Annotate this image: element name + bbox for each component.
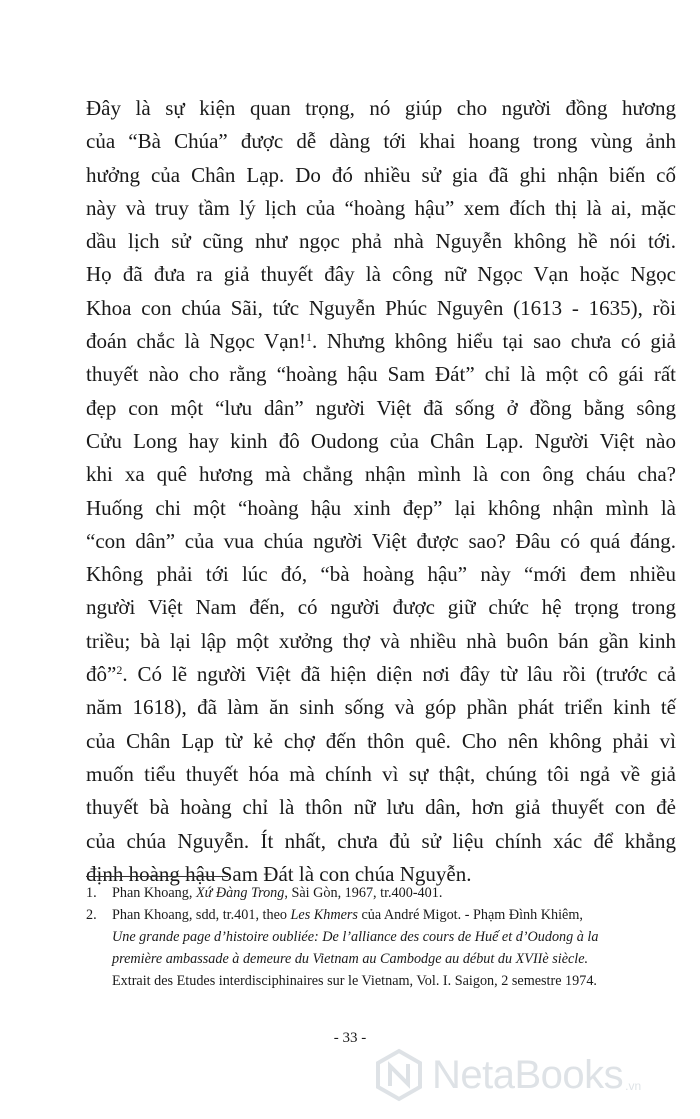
text-line: khi xa quê hương mà chẳng nhận mình là con ông cháu cha?	[86, 462, 676, 487]
text-line: Đây là sự kiện quan trọng, nó giúp cho người đồng hương	[86, 96, 676, 120]
footnote-1	[86, 882, 678, 904]
footnote-ref-1: 1	[306, 330, 313, 345]
text-line: này và truy tầm lý lịch của “hoàng hậu” xem đích thị là ai, mặc	[86, 195, 676, 220]
footnote-segment: , Sài Gòn, 1967, tr.400-401.	[284, 885, 443, 901]
text-line: triều; bà lại lập một xưởng thợ và nhiều nhà buôn bán gần kinh	[86, 628, 676, 653]
text-line: người Việt Nam đến, có người được giữ chức hệ trọng trong	[86, 595, 676, 620]
footnote-line: première ambassade à demeure du Vietnam au Cambodge au début du XVIIè siècle.	[112, 951, 589, 967]
text-line: của “Bà Chúa” được dễ dàng tới khai hoang trong vùng ảnh	[86, 129, 676, 154]
text-segment: đoán chắc là Ngọc Vạn!	[86, 329, 307, 354]
text-line: Khoa con chúa Sãi, tức Nguyễn Phúc Nguyên (1613 - 1635), rồi	[86, 295, 676, 320]
text-segment: . Nhưng không hiểu tại sao chưa có giả	[312, 329, 677, 354]
text-line: muốn tiểu thuyết hóa mà chính vì sự thật, chúng tôi ngả về giả	[86, 761, 676, 786]
footnote-line: Extrait des Etudes interdisciphinaires sur le Vietnam, Vol. I. Saigon, 2 semestre 1974.	[112, 973, 597, 989]
text-line: đẹp con một “lưu dân” người Việt đã sống ở đồng bằng sông	[86, 395, 676, 420]
footnote-line	[112, 904, 678, 926]
text-line	[86, 658, 676, 691]
footnote-divider	[86, 876, 228, 877]
watermark	[372, 1040, 692, 1110]
footnote-number: 2.	[86, 907, 97, 923]
text-line: của chúa Nguyễn. Ít nhất, chưa đủ sử liệu chính xác để khẳng	[86, 828, 676, 853]
text-line: dầu lịch sử cũng như ngọc phả nhà Nguyễn không hề nói tới.	[86, 229, 676, 254]
text-line: định hoàng hậu Sam Đát là con chúa Nguyễn.	[86, 861, 472, 886]
footnote-title: Xứ Đàng Trong	[195, 885, 285, 901]
text-line	[86, 325, 676, 358]
text-line: thuyết bà hoàng chỉ là thôn nữ lưu dân, hơn giả thuyết con đẻ	[86, 795, 676, 820]
footnote-segment: Phan Khoang,	[112, 885, 196, 901]
text-line: Họ đã đưa ra giả thuyết đây là công nữ Ngọc Vạn hoặc Ngọc	[86, 262, 676, 287]
text-line: Huống chi một “hoàng hậu xinh đẹp” lại không nhận mình là	[86, 495, 676, 520]
text-line: năm 1618), đã làm ăn sinh sống và góp phần phát triển kinh tế	[86, 695, 676, 720]
text-line: Không phải tới lúc đó, “bà hoàng hậu” này “mới đem nhiều	[86, 562, 676, 587]
footnote-number: 1.	[86, 885, 97, 901]
netabooks-logo-icon	[372, 1048, 426, 1102]
footnote-segment: Phan Khoang, sdd, tr.401, theo	[112, 907, 291, 923]
footnote-segment: của André Migot. - Phạm Đình Khiêm,	[357, 907, 583, 923]
text-segment: . Có lẽ người Việt đã hiện diện nơi đây từ lâu rồi (trước cả	[122, 662, 676, 687]
body-paragraph	[86, 92, 676, 891]
footnote-ref-2: 2	[116, 663, 123, 678]
footnote-title: Les Khmers	[290, 907, 358, 923]
footnotes	[86, 882, 678, 992]
text-line: hưởng của Chân Lạp. Do đó nhiều sử gia đã ghi nhận biến cố	[86, 162, 676, 187]
footnote-2	[86, 904, 678, 992]
page-number: - 33 -	[333, 1030, 367, 1046]
watermark-suffix: .vn	[625, 1079, 642, 1093]
footnote-text	[112, 904, 678, 992]
text-line: thuyết nào cho rằng “hoàng hậu Sam Đát” chỉ là một cô gái rất	[86, 362, 676, 387]
footnote-line: Une grande page d’histoire oubliée: De l’alliance des cours de Huế et d’Oudong à la	[112, 929, 599, 945]
footnote-text	[112, 882, 678, 904]
text-line: của Chân Lạp từ kẻ chợ đến thôn quê. Cho nên không phải vì	[86, 728, 676, 753]
watermark-brand: NetaBooks	[432, 1052, 624, 1097]
text-segment: đô”	[86, 662, 117, 687]
text-line: “con dân” của vua chúa người Việt được sao? Đâu có quá đáng.	[86, 528, 676, 553]
text-line: Cửu Long hay kinh đô Oudong của Chân Lạp. Người Việt nào	[86, 428, 676, 453]
